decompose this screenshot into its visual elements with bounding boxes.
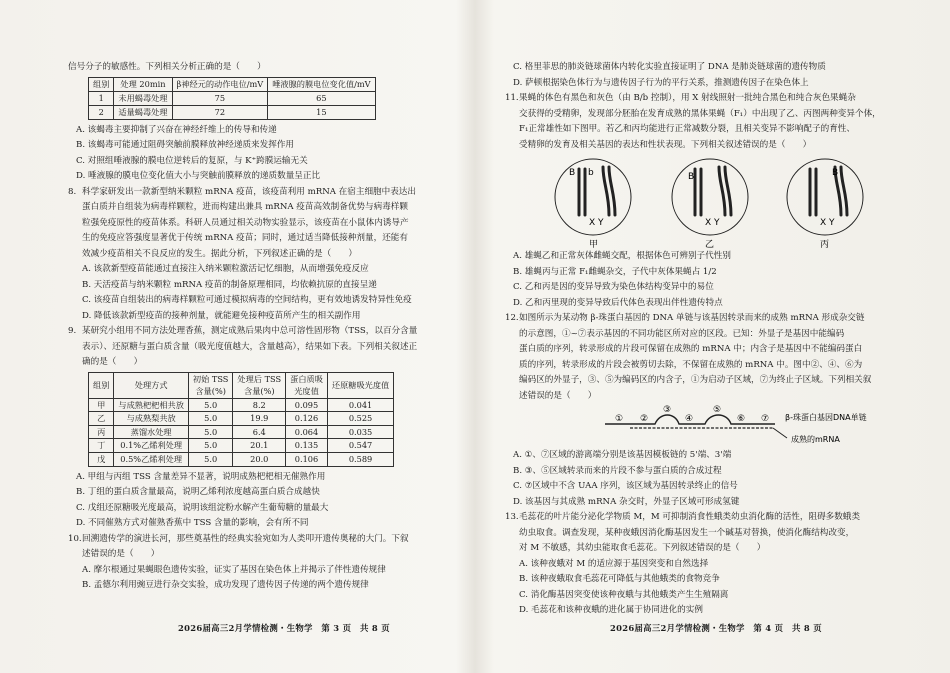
table-header-cell: 初始 TSS 含量(%) xyxy=(188,372,233,398)
table-row xyxy=(89,453,394,467)
table-cell: 0.064 xyxy=(286,425,328,439)
option-line: C. 对照组唾液腺的膜电位逆转后的复原，与 K⁺跨膜运输无关 xyxy=(76,155,308,166)
panel-label: 甲 xyxy=(589,240,599,250)
stem-line: 毛蕊花的叶片能分泌化学物质 M，M 可抑制消食性蛾类幼虫消化酶的活性，阻碍多数蛾类 xyxy=(519,512,861,522)
table-cell: 0.1%乙烯利处理 xyxy=(114,439,189,453)
table-cell: 0.525 xyxy=(327,412,393,426)
table-header-cell: 唾液腺的膜电位变化值/mV xyxy=(268,77,375,91)
option-line: D. 萨顿根据染色体行为与遗传因子行为的平行关系，推测遗传因子在染色体上 xyxy=(513,77,809,88)
chromosome-figure xyxy=(505,153,905,249)
table-cell: 20.1 xyxy=(233,439,286,453)
cell-panel-jia xyxy=(555,159,631,250)
hybrid-figure xyxy=(505,404,905,448)
table-header-cell: 处理后 TSS 含量(%) xyxy=(233,372,286,398)
table-cell: 15 xyxy=(268,105,375,119)
panel-label: 丙 xyxy=(820,240,830,250)
page-footer-right: 2026届高三2月学情检测・生物学 第 4 页 共 8 页 xyxy=(610,623,822,633)
option-line: B. 天活疫苗与纳米颗粒 mRNA 疫苗的制备原理相同，均依赖抗原的直接呈递 xyxy=(82,279,377,290)
option-line: C. 消化酶基因突变使该种夜蛾与其他蛾类产生生殖隔离 xyxy=(519,589,729,600)
option-line: B. 丁组的蛋白质含量最高，说明乙烯利浓度越高蛋白质合成越快 xyxy=(76,487,320,498)
table-row xyxy=(89,412,394,426)
table-row xyxy=(89,91,376,105)
question-12-options xyxy=(505,448,915,510)
stem-line: 蛋白质的序列，转录形成的片段可保留在成熟的 mRNA 中；内含子是基因中不能编码蛋白 xyxy=(519,344,863,354)
stem-line: 如图所示为某动物 β-珠蛋白基因的 DNA 单链与该基因转录而来的成熟 mRNA 形成杂交链 xyxy=(519,313,865,323)
table-cell: 2 xyxy=(89,105,114,119)
region-number: ⑤ xyxy=(713,405,722,415)
table-cell: 0.035 xyxy=(327,425,393,439)
stem-line: 粒强免疫原性的疫苗体系。科研人员通过相关动物实验显示，该疫苗在小鼠体内诱导产 xyxy=(82,217,409,228)
table-cell: 戊 xyxy=(89,453,114,467)
stem-line: 表示）、还原糖与蛋白质含量（吸光度值越大，含量越高），结果如下表。下列相关叙述正 xyxy=(82,341,418,352)
table-cell: 65 xyxy=(268,91,375,105)
question-number: 10. xyxy=(68,533,82,544)
table-cell: 72 xyxy=(172,105,268,119)
region-number: ② xyxy=(640,414,649,424)
question-9 xyxy=(68,324,470,371)
table-header-cell: β神经元的动作电位/mV xyxy=(172,77,268,91)
gene-label: b xyxy=(588,168,594,178)
option-line: D. 该基因与其成熟 mRNA 杂交时，外显子区域可形成氢键 xyxy=(513,496,740,507)
table-cell: 20.0 xyxy=(233,453,286,467)
option-line: A. 该种夜蛾对 M 的适应源于基因突变和自然选择 xyxy=(519,558,709,569)
sex-chromosome-label: X Y xyxy=(589,218,604,228)
table-cell: 0.135 xyxy=(286,439,328,453)
stem-line: 对 M 不敏感，其幼虫能取食毛蕊花。下列叙述错误的是（ ） xyxy=(519,543,766,553)
option-line: C. 戊组还原糖吸光度最高，说明该组淀粉水解产生葡萄糖的量最大 xyxy=(76,502,329,513)
question-10 xyxy=(68,532,470,594)
stem-line: 编码区的外显子，③、⑤为编码区的内含子，①为启动子区域，⑦为终止子区域。下列相关叙 xyxy=(519,375,872,385)
stem-line: 某研究小组用不同方法处理香蕉，测定成熟后果肉中总可溶性固形物（TSS，以百分含量 xyxy=(82,326,418,336)
table-banana xyxy=(88,372,394,467)
question-9-options xyxy=(68,470,470,532)
table-cell: 75 xyxy=(172,91,268,105)
table-cell: 0.041 xyxy=(327,398,393,412)
mrna-pointer xyxy=(773,428,787,438)
table-scorpion xyxy=(88,77,376,120)
question-number: 13. xyxy=(505,512,519,522)
table-header-cell: 处理方式 xyxy=(114,372,189,398)
stem-line: 质的序列，转录形成的片段会被剪切去除，不保留在成熟的 mRNA 中。图中②、④、⑥为 xyxy=(519,359,863,370)
stem-line: 效减少疫苗相关不良反应的发生。据此分析，下列叙述正确的是（ ） xyxy=(82,248,358,259)
table-cell: 未用蝎毒处理 xyxy=(114,91,172,105)
question-number: 11. xyxy=(505,93,519,103)
sex-chromosome-label: X Y xyxy=(705,218,720,228)
table-row xyxy=(89,398,394,412)
stem-line: 果蝇的体色有黑色和灰色（由 B/b 控制），用 X 射线照射一批纯合黑色和纯合灰色果蝇杂 xyxy=(519,93,856,103)
table-cell: 甲 xyxy=(89,398,114,412)
question-11 xyxy=(505,91,915,153)
panel-label: 乙 xyxy=(705,240,715,250)
table-row xyxy=(89,105,376,119)
stem-line: F₁正常雄性如下图甲。若乙和丙均能进行正常减数分裂，且相关变异不影响配子的育性、 xyxy=(519,124,855,134)
option-line: A. 雄蝇乙和正常灰体雌蝇交配，根据体色可辨别子代性别 xyxy=(513,251,731,261)
table-cell: 5.0 xyxy=(188,439,233,453)
option-line: C. ⑦区域中不含 UAA 序列，该区域为基因转录终止的信号 xyxy=(513,481,738,491)
option-line: C. 乙和丙是因的变异导致为染色体结构变异中的易位 xyxy=(513,282,714,292)
cell-panel-bing xyxy=(787,159,863,250)
region-number: ⑥ xyxy=(737,414,746,424)
option-line: B. ③、⑤区域转录而来的片段不参与蛋白质的合成过程 xyxy=(513,465,722,476)
dna-label: β-珠蛋白基因DNA单链 xyxy=(785,413,867,422)
region-number: ⑦ xyxy=(761,414,770,424)
table-header-cell: 组别 xyxy=(89,372,114,398)
question-12 xyxy=(505,311,915,404)
table-cell: 0.547 xyxy=(327,439,393,453)
table-header-cell: 处理 20min xyxy=(114,77,172,91)
question-13 xyxy=(505,510,915,619)
page-footer-left: 2026届高三2月学情检测・生物学 第 3 页 共 8 页 xyxy=(178,623,390,633)
table-cell: 19.9 xyxy=(233,412,286,426)
table-cell: 乙 xyxy=(89,412,114,426)
option-line: A. 该款新型疫苗能通过直接注入纳米颗粒激活记忆细胞，从而增强免疫反应 xyxy=(82,264,369,274)
table-header-cell: 还原糖吸光度值 xyxy=(327,372,393,398)
table-header-row xyxy=(89,77,376,91)
region-number: ③ xyxy=(663,405,672,415)
option-line: D. 降低该款新型疫苗的接种剂量，就能避免接种疫苗所产生的相关副作用 xyxy=(82,310,361,321)
question-number: 9. xyxy=(68,326,77,336)
option-line: C. 该疫苗自组装出的病毒样颗粒可通过模拟病毒的空间结构，更有效地诱发特异性免疫 xyxy=(82,295,412,305)
table-cell: 5.0 xyxy=(188,398,233,412)
question-number: 8. xyxy=(68,186,77,197)
stem-line: 交获得的受精卵，发现部分胚胎在发育成熟的黑体果蝇（F₁）中出现了乙、丙图两种变异个体， xyxy=(519,108,881,119)
table-cell: 0.589 xyxy=(327,453,393,467)
table-cell: 与成熟杷杷相共放 xyxy=(114,398,189,412)
table-cell: 0.095 xyxy=(286,398,328,412)
region-number: ④ xyxy=(685,414,694,424)
table-cell: 与成熟梨共放 xyxy=(114,412,189,426)
option-line: A. ①、⑦区域的游离端分别是该基因模板链的 5'端、3'端 xyxy=(513,450,732,460)
option-line: C. 格里菲思的肺炎链球菌体内转化实验直接证明了 DNA 是肺炎链球菌的遗传物质 xyxy=(513,62,826,72)
stem-line: 受精卵的发育及相关基因的表达和性状表现。下列相关叙述错误的是（ ） xyxy=(519,139,812,150)
option-line: A. 该蝎毒主要抑制了兴奋在神经纤维上的传导和传递 xyxy=(76,124,277,135)
region-number: ① xyxy=(615,414,624,424)
question-number: 12. xyxy=(505,313,519,323)
table-cell: 丙 xyxy=(89,425,114,439)
stem-line: 述错误的是（ ） xyxy=(82,549,160,560)
table-cell: 6.4 xyxy=(233,425,286,439)
table-header-cell: 组别 xyxy=(89,77,114,91)
table-cell: 5.0 xyxy=(188,453,233,467)
option-line: D. 毛蕊花和该种夜蛾的进化属于协同进化的实例 xyxy=(519,605,703,615)
table-header-cell: 蛋白质吸 光度值 xyxy=(286,372,328,398)
table-cell: 适量蝎毒处理 xyxy=(114,105,172,119)
table-cell: 0.106 xyxy=(286,453,328,467)
stem-line: 的示意图，①~⑦表示基因的不同功能区所对应的区段。已知：外显子是基因中能编码 xyxy=(519,328,845,339)
option-line: A. 摩尔根通过果蝇眼色遗传实验，证实了基因在染色体上并揭示了伴性遗传规律 xyxy=(82,564,386,575)
table-cell: 蒸馏水处理 xyxy=(114,425,189,439)
q7-intro: 信号分子的敏感性。下列相关分析正确的是（ ） xyxy=(68,62,266,72)
question-8 xyxy=(68,185,470,325)
gene-label: B xyxy=(569,168,576,178)
gene-label: B xyxy=(832,168,839,178)
gene-label: B xyxy=(688,172,695,182)
table-row xyxy=(89,425,394,439)
mrna-label: 成熟的mRNA xyxy=(791,435,840,444)
table-cell: 0.5%乙烯利处理 xyxy=(114,453,189,467)
table-cell: 0.126 xyxy=(286,412,328,426)
stem-line: 蛋白质并自组装为病毒样颗粒，进而构建出兼具 mRNA 疫苗高效制备优势与病毒样颗 xyxy=(82,202,408,212)
table-cell: 5.0 xyxy=(188,412,233,426)
stem-line: 确的是（ ） xyxy=(82,357,143,367)
option-line: D. 唾液腺的膜电位变化值大小与突触前膜释放的递质数量呈正比 xyxy=(76,171,321,181)
table-cell: 丁 xyxy=(89,439,114,453)
table-header-row xyxy=(89,372,394,398)
option-line: B. 雄蝇丙与正常 F₁雌蝇杂交，子代中灰体果蝇占 1/2 xyxy=(513,266,717,277)
stem-line: 科学家研发出一款新型纳米颗粒 mRNA 疫苗，该疫苗利用 mRNA 在宿主细胞中表达出 xyxy=(82,186,417,197)
question-11-options xyxy=(505,249,915,311)
cell-panel-yi xyxy=(672,159,748,250)
stem-line: 回溯遗传学的演进长河，那些奠基性的经典实验宛如为人类叩开遗传奥秘的大门。下叙 xyxy=(82,533,409,544)
option-line: B. 该蝎毒可能通过阻碍突触前膜释放神经递质来发挥作用 xyxy=(76,140,295,150)
table-cell: 8.2 xyxy=(233,398,286,412)
table-cell: 1 xyxy=(89,91,114,105)
option-line: D. 不同催熟方式对催熟香蕉中 TSS 含量的影响，会有所不同 xyxy=(76,518,309,529)
stem-line: 幼虫取食。调查发现，某种夜蛾因消化酶基因发生一个碱基对替换，使消化酶结构改变， xyxy=(519,527,855,538)
right-page xyxy=(505,60,915,619)
table-row xyxy=(89,439,394,453)
stem-line: 生的免疫应答强度显著优于传统 mRNA 疫苗；同时，通过适当降低接种剂量，还能有 xyxy=(82,233,408,243)
left-page xyxy=(68,60,470,594)
table-cell: 5.0 xyxy=(188,425,233,439)
stem-line: 述错误的是（ ） xyxy=(519,390,597,401)
option-line: A. 甲组与丙组 TSS 含量差异不显著，说明成熟杷杷相无催熟作用 xyxy=(76,471,326,482)
option-line: B. 该种夜蛾取食毛蕊花可降低与其他蛾类的食物竞争 xyxy=(519,574,720,584)
option-line: D. 乙和丙里现的变异导致后代体色表现出伴性遗传特点 xyxy=(513,297,723,308)
option-line: B. 孟德尔利用豌豆进行杂交实验，成功发现了遗传因子传递的两个遗传规律 xyxy=(82,580,369,591)
sex-chromosome-label: X Y xyxy=(820,218,835,228)
